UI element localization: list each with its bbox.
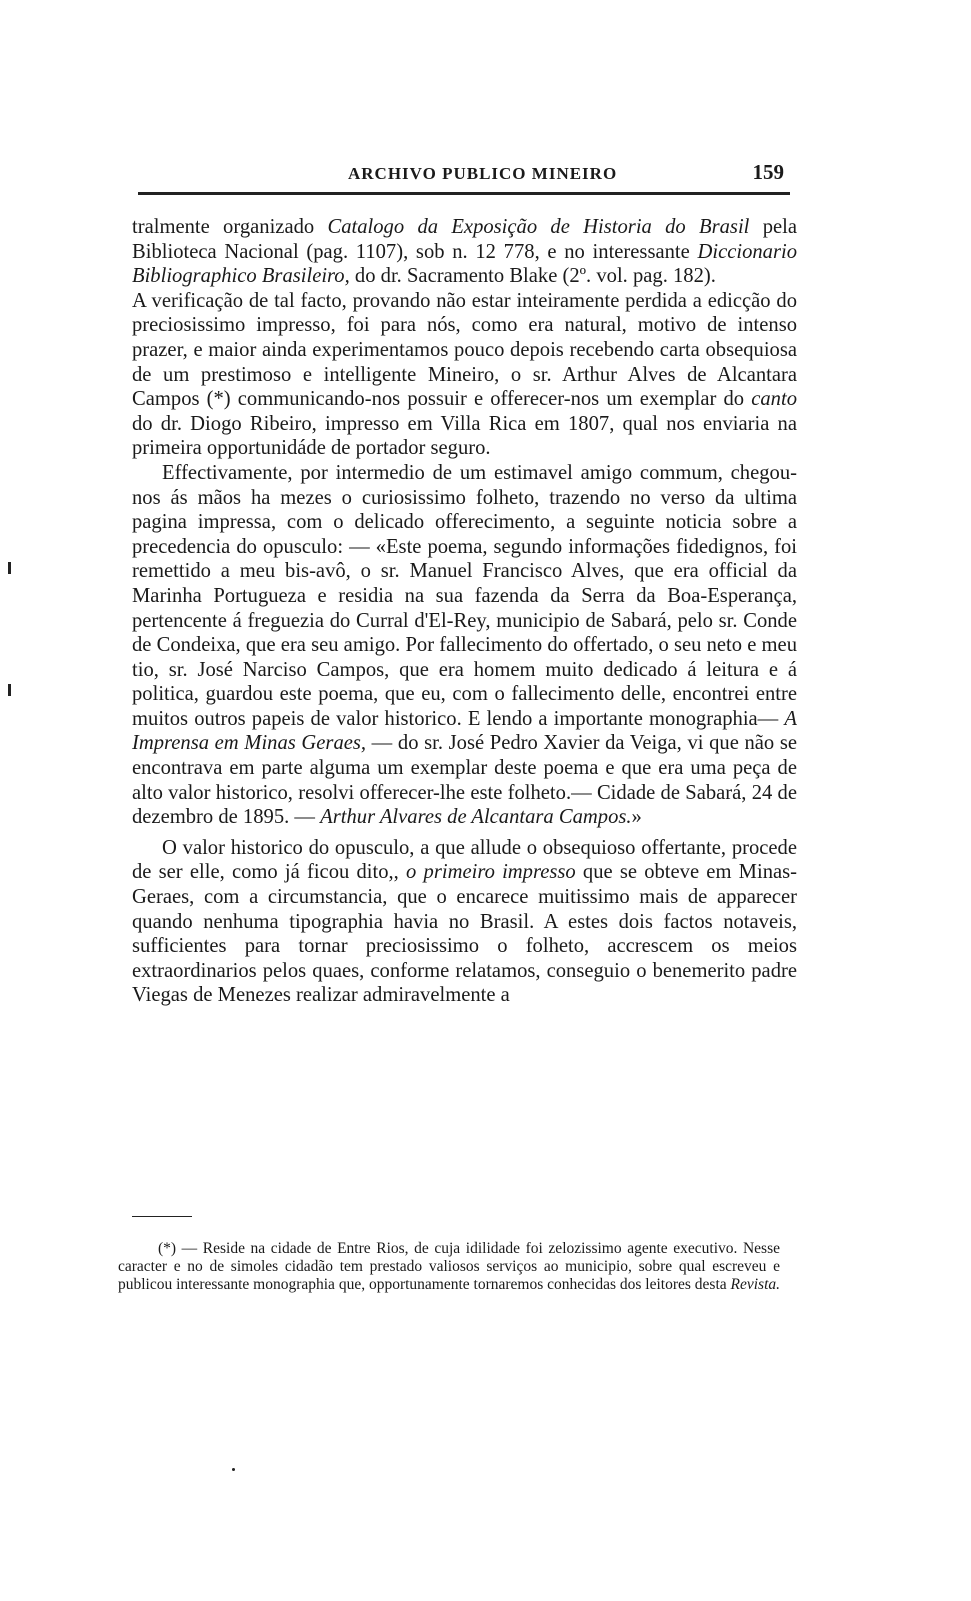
margin-mark (8, 562, 11, 574)
paragraph (132, 461, 797, 830)
italic-emphasis: o primeiro impresso (406, 861, 576, 884)
italic-title: Diccionario Bibliographico Brasileiro, (132, 240, 797, 288)
text-run: A verificação de tal facto, provando não estar inteiramente perdida a edicção do preciosissimo impresso, foi para nós, como era natural, motivo de intenso prazer, e maior ainda experimentamos pouco depois recebendo carta obsequiosa de um prestimoso e intelligente Mineiro, o sr. Arthur Alves de Alcantara Campos (*) communicando-nos possuir e offerecer-nos um exemplar do (132, 289, 797, 411)
text-run: do dr. Sacramento Blake (2º. vol. pag. 182). (349, 265, 716, 288)
text-run: » (631, 806, 642, 829)
italic-word: canto (751, 388, 797, 411)
text-run: pela Biblioteca Nacional (pag. 1107), sob n. 12 778, e no interessante (132, 216, 797, 263)
paragraph (132, 836, 797, 1008)
text-run: Effectivamente, por intermedio de um estimavel amigo commum, chegou-nos ás mãos ha mezes o curiosissimo folheto, trazendo no verso da ultima pagina impressa, com o delicado offerecimento, a seguinte noticia sobre a precedencia do opusculo: — «Este poema, segundo informações fidedignos, foi remettido a meu bis-avô, o sr. Manuel Francisco Alves, que era official da Marinha Portugueza e residia na sua fazenda da Serra da Boa-Esperança, pertencente á freguezia do Curral d'El-Rey, municipio de Sabará, pelo sr. Conde de Condeixa, que era seu amigo. Por fallecimento do offertado, o seu neto e meu tio, sr. José Narciso Campos, que era homem muito dedicado á leitura e á politica, guardou este poema, que eu, com o fallecimento delle, encontrei entre muitos outros papeis de valor historico. E lendo a importante monographia— (132, 461, 797, 730)
footnote-italic: Revista. (730, 1275, 780, 1293)
text-run: que se obteve em Minas-Geraes, com a circumstancia, que o encarece muitissimo mais de apparecer quando nenhuma tipographia havia no Brasil. A estes dois factos notaveis, sufficientes para tornar preciosissimo o folheto, accrescem os meios extraordinarios pelos quaes, conforme relatamos, conseguio o benemerito padre Viegas de Menezes realizar admiravelmente a (132, 861, 798, 1007)
speck-mark (232, 1468, 235, 1471)
italic-signature: Arthur Alvares de Alcantara Campos. (320, 806, 632, 829)
text-run: — do sr. José Pedro Xavier da Veiga, vi que não se encontrava em parte alguma um exemplar deste poema e que era uma peça de alto valor historico, resolvi offerecer-lhe este folheto.— Cidade de Sabará, 24 de dezembro de 1895. — (132, 732, 797, 829)
italic-title: Catalogo da Exposição de Historia do Brasil (327, 216, 750, 238)
text-run: do dr. Diogo Ribeiro, impresso em Villa Rica em 1807, qual nos enviaria na primeira opportunidáde de portador seguro. (132, 412, 797, 460)
running-head: ARCHIVO PUBLICO MINEIRO (348, 164, 618, 183)
footnote-rule (132, 1216, 192, 1217)
footnote-paragraph (118, 1240, 780, 1293)
margin-mark (8, 684, 11, 696)
text-run: tralmente organizado (132, 216, 328, 238)
footnote (118, 1240, 780, 1293)
italic-title: A Imprensa em Minas Geraes, (132, 707, 797, 755)
page-number: 159 (752, 160, 784, 184)
footnote-text: (*) — Reside na cidade de Entre Rios, de cuja idilidade foi zelozissimo agente executivo. Nesse caracter e no de simoles cidadão tem prestado valiosos serviços ao municipio, sobre qual escreveu e publicou interessante monographia que, opportunamente tornaremos conhecidas dos leitores desta (118, 1240, 780, 1293)
page-header (138, 160, 790, 195)
paragraph (132, 289, 797, 461)
body-text (132, 215, 797, 1008)
paragraph (132, 215, 797, 289)
text-run: O valor historico do opusculo, a que allude o obsequioso offertante, procede de ser elle, como já ficou dito,, (132, 836, 797, 884)
